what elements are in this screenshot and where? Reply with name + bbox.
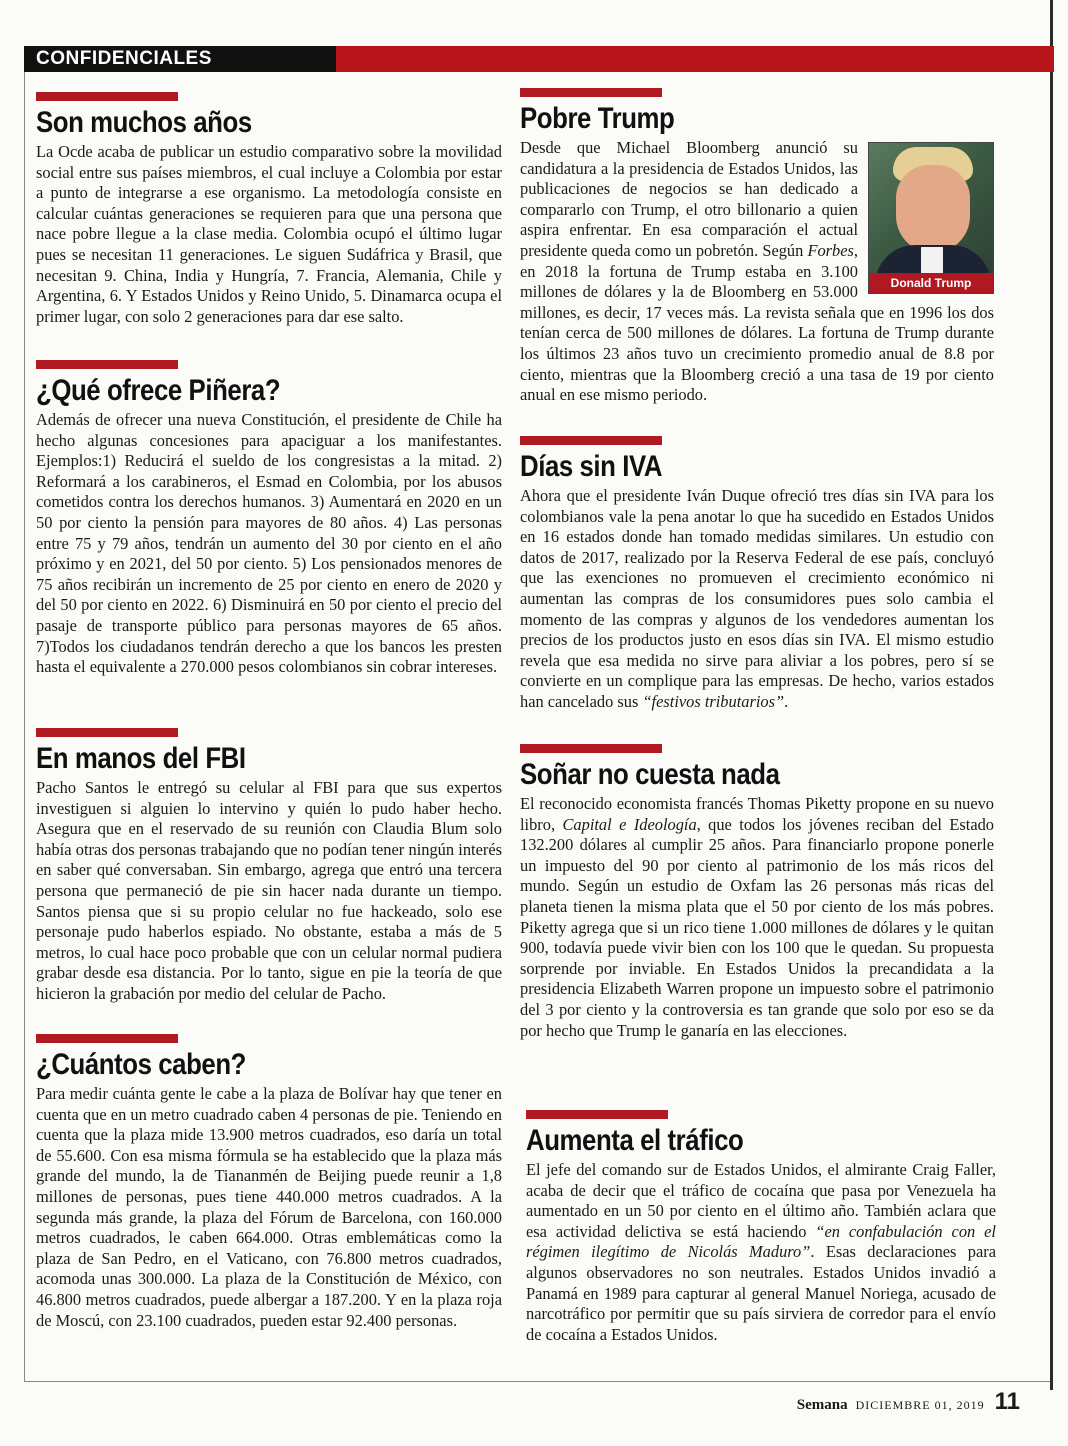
body-text: . Esas declaraciones para algunos observadores no son neutrales. Estados Unidos invadió a Panamá en 1989 para capturar al general Manuel Noriega, acusado de narcotráfico por permitir que su país sirviera de corredor para el envío de cocaína a Estados Unidos. xyxy=(526,1242,997,1344)
article-en-manos-del-fbi xyxy=(36,728,502,1005)
page-number: 11 xyxy=(994,1388,1020,1415)
quoted-term: “festivos tributarios” xyxy=(642,691,785,711)
article-title: En manos del FBI xyxy=(36,742,246,775)
headline-accent-bar xyxy=(520,88,662,97)
body-text: . xyxy=(784,691,789,711)
article-body: Para medir cuánta gente le cabe a la plaza de Bolívar hay que tener en cuenta que en un metro cuadrado caben 4 personas de pie. Teniendo en cuenta que la plaza mide 13.900 metros cuadrados, eso daría un total de 55.600. Con esa misma fórmula se ha establecido que la plaza más grande del mundo, la de Tiananmén de Beijing puede reunir a 1,8 millones de personas, pues tiene 440.000 metros cuadrados. A la segunda más grande, la plaza del Fórum de Barcelona, con 160.000 metros cuadrados, le caben 664.000. Otras emblemáticas como la plaza de San Pedro, en el Vaticano, con 76.800 metros cuadrados, acomoda unas 300.000. La plaza de la Constitución de México, con 46.800 metros cuadrados, puede albergar a 187.200. Y en la plaza roja de Moscú, con 23.100 cuadrados, pueden estar 92.400 personas. xyxy=(36,1084,502,1330)
article-body xyxy=(520,486,994,713)
issue-date: DICIEMBRE 01, 2019 xyxy=(855,1398,985,1412)
article-aumenta-el-trafico xyxy=(526,1110,996,1345)
headline-accent-bar xyxy=(36,92,178,101)
headline-accent-bar xyxy=(526,1110,668,1119)
magazine-name: Semana xyxy=(796,1397,848,1413)
article-pobre-trump xyxy=(520,88,994,406)
article-son-muchos-anos xyxy=(36,92,502,327)
headline-accent-bar xyxy=(36,1034,178,1043)
article-title: Aumenta el tráfico xyxy=(526,1124,744,1157)
body-text: , en 2018 la fortuna de Trump estaba en 3.100 millones de dólares y la de Bloomberg en 53.000 millones, es decir, 17 veces más. La revista señala que en 1996 los dos tenían cerca de 500 millones de dólares. La fortuna de Trump durante los últimos 23 años tuvo un crecimiento promedio anual de 8.8 por ciento, mientras que la Bloomberg creció a una tasa de 19 por ciento anual en ese mismo periodo. xyxy=(520,240,994,405)
trump-photo xyxy=(868,142,994,294)
article-dias-sin-iva xyxy=(520,436,994,713)
article-body xyxy=(520,138,994,406)
page-footer xyxy=(797,1388,1020,1416)
headline-accent-bar xyxy=(520,744,662,753)
photo-caption: Donald Trump xyxy=(869,273,993,293)
photo-face xyxy=(896,165,970,253)
article-title: Soñar no cuesta nada xyxy=(520,758,780,791)
article-title: Días sin IVA xyxy=(520,450,663,483)
article-body: Además de ofrecer una nueva Constitución, el presidente de Chile ha hecho algunas concesiones para apaciguar a los manifestantes. Ejemplos:1) Reducirá el sueldo de los congresistas a la mitad. 2) Reformará a los carabineros, el Esmad en Colombia, por los abusos cometidos contra los derechos humanos. 3) Aumentará en 2020 en un 50 por ciento la pensión para mayores de 80 años. 4) Las personas entre 75 y 79 años, tendrán un aumento del 30 por ciento en el año próximo y en 2021, del 50 por ciento. 5) Los pensionados menores de 75 años recibirán un incremento de 25 por ciento en enero de 2020 y del 50 por ciento en 2022. 6) Disminuirá en 50 por ciento el precio del pasaje de transporte público para personas mayores de 65 años. 7)Todos los ciudadanos tendrán derecho a que los bancos les presten hasta el equivalente a 270.000 pesos colombianos sin cobrar intereses. xyxy=(36,410,502,677)
article-body xyxy=(526,1160,996,1345)
quote: “en confabulación con el régimen ilegítimo de Nicolás Maduro” xyxy=(526,1221,996,1262)
headline-accent-bar xyxy=(36,360,178,369)
article-title: ¿Qué ofrece Piñera? xyxy=(36,374,281,407)
body-text: , que todos los jóvenes reciban del Estado 132.200 dólares al cumplir 25 años. Para financiarlo propone ponerle un impuesto del 90 por ciento al patrimonio de los más ricos del mundo. Según un estudio de Oxfam las 26 personas más ricas del planeta tienen la misma plata que el 50 por ciento de los más pobres. Piketty agrega que si un rico tiene 1.000 millones de dólares y le quitan 900, todavía puede vivir bien con los 100 que le quedan. Su propuesta sorprende por inviable. En Estados Unidos la precandidata a la presidencia Elizabeth Warren propone un impuesto sobre el patrimonio del 3 por ciento y la controversia es tan grande que solo por eso se da por hecho que Trump le ganaría en las elecciones. xyxy=(520,814,995,1040)
article-body: Pacho Santos le entregó su celular al FBI para que sus expertos investiguen si alguien lo intervino y quién lo pudo haber hecho. Asegura que en el reservado de su reunión con Claudia Blum solo había otras dos personas trabajando que no podían tener ningún interés en saber qué conversaban. Sin embargo, agrega que entró una tercera persona que permaneció de pie sin hacer nada durante un tiempo. Santos piensa que si su propio celular no fue hackeado, solo ese personaje pudo haberlos espiado. No obstante, estaba a más de 5 metros, lo cual hace poco probable que con un celular normal pudiera grabar desde esa distancia. Por lo tanto, sigue en pie la teoría de que hicieron la grabación por medio del celular de Pacho. xyxy=(36,778,502,1003)
article-que-ofrece-pinera xyxy=(36,360,502,678)
article-body xyxy=(520,794,994,1041)
article-cuantos-caben xyxy=(36,1034,502,1331)
body-text: Desde que Michael Bloomberg anunció su candidatura a la presidencia de Estados Unidos, las publicaciones de negocios se han dedicado a compararlo con Trump, el otro billonario a quien aspira enfrentar. En esa comparación el actual presidente queda como un pobretón. Según xyxy=(520,138,858,260)
article-title: ¿Cuántos caben? xyxy=(36,1048,247,1081)
body-text: El jefe del comando sur de Estados Unidos, el almirante Craig Faller, acaba de decir que el tráfico de cocaína que pasa por Venezuela ha aumentado en un 50 por ciento en el último año. También aclara que esa actividad delictiva se está haciendo xyxy=(526,1160,996,1241)
article-title: Son muchos años xyxy=(36,106,252,139)
body-text: El reconocido economista francés Thomas Piketty propone en su nuevo libro, xyxy=(520,794,994,834)
article-title: Pobre Trump xyxy=(520,102,675,135)
publication-name: Forbes xyxy=(807,240,854,260)
headline-accent-bar xyxy=(36,728,178,737)
article-body: La Ocde acaba de publicar un estudio comparativo sobre la movilidad social entre sus países miembros, el cual incluye a Colombia por estar a punto de integrarse a ese organismo. La metodología consiste en calcular cuántas generaciones se requieren para que una persona que nace pobre llegue a la clase media. Colombia ocupó el último lugar pues se necesitan 11 generaciones. Le siguen Sudáfrica y Brasil, que necesitan 9. China, India y Hungría, 7. Francia, Alemania, Chile y Argentina, 6. Y Estados Unidos y Reino Unido, 5. Dinamarca ocupa el primer lugar, con solo 2 generaciones para dar ese salto. xyxy=(36,142,502,326)
headline-accent-bar xyxy=(520,436,662,445)
page-edge-rule xyxy=(1050,0,1053,1390)
article-sonar-no-cuesta-nada xyxy=(520,744,994,1041)
book-title: Capital e Ideología xyxy=(562,814,697,834)
section-label: CONFIDENCIALES xyxy=(24,46,336,72)
body-text: Ahora que el presidente Iván Duque ofreció tres días sin IVA para los colombianos vale la pena anotar lo que ha sucedido en Estados Unidos en 16 estados donde han tomado medidas similares. Un estudio con datos de 2017, realizado por la Reserva Federal de ese país, concluyó que las exenciones no promueven el crecimiento económico ni aumentan las compras de los consumidores pues solo cambia el momento de las compras y algunos de los vendedores aumentan los precios de los productos justo en esos días sin IVA. El mismo estudio revela que esa medida no sirve para aliviar a los pobres, pero sí se convierte en un complique para las empresas. De hecho, varios estados han cancelado sus xyxy=(520,486,994,711)
